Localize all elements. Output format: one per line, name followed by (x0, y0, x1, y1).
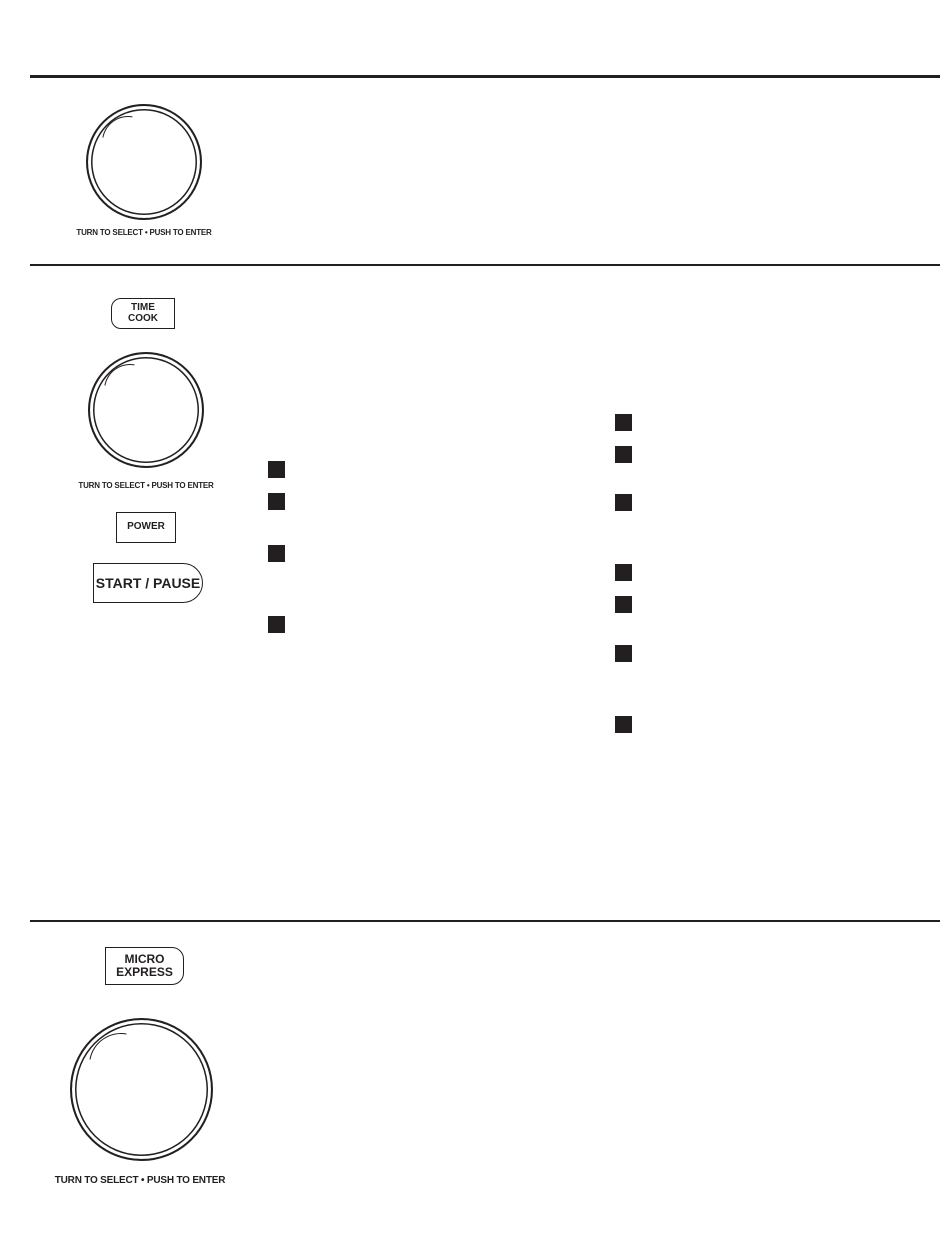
step-marker-right-1 (615, 414, 632, 431)
step-marker-left-4 (268, 616, 285, 633)
dial-caption-1: TURN TO SELECT • PUSH TO ENTER (76, 228, 212, 237)
section-divider-bottom (30, 920, 940, 922)
selector-dial-1[interactable] (86, 104, 202, 220)
selector-dial-2[interactable] (88, 352, 204, 468)
step-marker-right-3 (615, 494, 632, 511)
section-divider-middle (30, 264, 940, 266)
step-marker-right-5 (615, 596, 632, 613)
micro-express-button[interactable] (105, 947, 184, 985)
time-cook-button[interactable] (111, 298, 175, 329)
step-marker-right-6 (615, 645, 632, 662)
start-pause-button[interactable] (93, 563, 203, 603)
power-button[interactable] (116, 512, 176, 543)
selector-dial-3[interactable] (70, 1018, 213, 1161)
step-marker-right-2 (615, 446, 632, 463)
step-marker-left-3 (268, 545, 285, 562)
step-marker-left-1 (268, 461, 285, 478)
dial-caption-3: TURN TO SELECT • PUSH TO ENTER (54, 1175, 226, 1186)
dial-caption-2: TURN TO SELECT • PUSH TO ENTER (78, 481, 214, 490)
power-label: POWER (127, 521, 165, 533)
time-cook-label-line2: COOK (128, 312, 158, 324)
micro-express-label-line1: MICRO (124, 952, 165, 967)
step-marker-right-7 (615, 716, 632, 733)
micro-express-label-line2: EXPRESS (116, 965, 173, 979)
section-divider-top (30, 75, 940, 78)
start-pause-label: START / PAUSE (95, 574, 201, 591)
time-cook-label-line1: TIME (131, 302, 155, 313)
step-marker-right-4 (615, 564, 632, 581)
step-marker-left-2 (268, 493, 285, 510)
